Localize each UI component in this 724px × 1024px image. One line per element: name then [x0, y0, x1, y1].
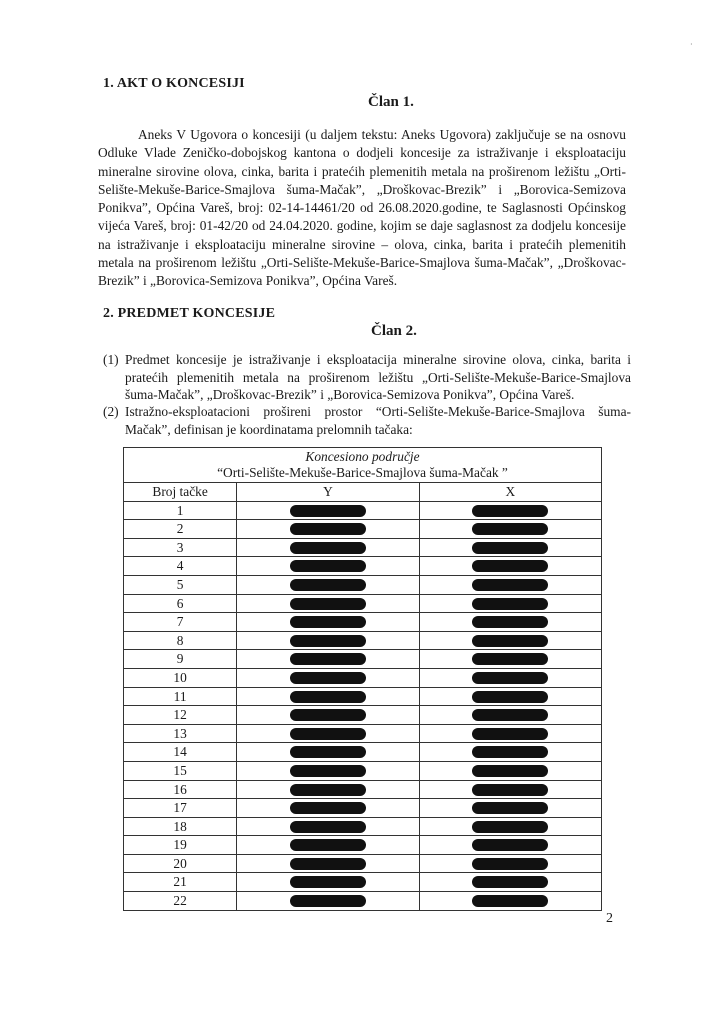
- table-row: [124, 836, 602, 855]
- table-row: [124, 780, 602, 799]
- redaction-mark: [290, 821, 366, 833]
- table-row: [124, 687, 602, 706]
- point-number: 14: [124, 743, 237, 762]
- redaction-mark: [290, 616, 366, 628]
- redaction-mark: [290, 560, 366, 572]
- point-number: 3: [124, 538, 237, 557]
- table-row: [124, 575, 602, 594]
- point-number: 21: [124, 873, 237, 892]
- x-coordinate-redacted: [419, 892, 601, 911]
- table-row: [124, 817, 602, 836]
- redaction-mark: [290, 672, 366, 684]
- table-row: [124, 650, 602, 669]
- point-number: 20: [124, 854, 237, 873]
- x-coordinate-redacted: [419, 706, 601, 725]
- redaction-mark: [472, 746, 548, 758]
- table-row: [124, 761, 602, 780]
- redaction-mark: [290, 709, 366, 721]
- article-2-title: Član 2.: [371, 323, 417, 339]
- point-number: 5: [124, 575, 237, 594]
- table-row: [124, 668, 602, 687]
- redaction-mark: [472, 802, 548, 814]
- y-coordinate-redacted: [237, 706, 419, 725]
- y-coordinate-redacted: [237, 631, 419, 650]
- redaction-mark: [472, 784, 548, 796]
- redaction-mark: [472, 672, 548, 684]
- x-coordinate-redacted: [419, 631, 601, 650]
- redaction-mark: [472, 691, 548, 703]
- y-coordinate-redacted: [237, 557, 419, 576]
- point-number: 12: [124, 706, 237, 725]
- y-coordinate-redacted: [237, 668, 419, 687]
- x-coordinate-redacted: [419, 836, 601, 855]
- redaction-mark: [290, 839, 366, 851]
- y-coordinate-redacted: [237, 836, 419, 855]
- redaction-mark: [472, 579, 548, 591]
- y-coordinate-redacted: [237, 854, 419, 873]
- x-coordinate-redacted: [419, 687, 601, 706]
- point-number: 8: [124, 631, 237, 650]
- point-number: 11: [124, 687, 237, 706]
- redaction-mark: [290, 876, 366, 888]
- point-number: 15: [124, 761, 237, 780]
- x-coordinate-redacted: [419, 780, 601, 799]
- item-number: (1): [103, 352, 119, 367]
- redaction-mark: [290, 691, 366, 703]
- y-coordinate-redacted: [237, 743, 419, 762]
- point-number: 22: [124, 892, 237, 911]
- table-row: [124, 520, 602, 539]
- section-2-heading: 2. PREDMET KONCESIJE: [103, 306, 276, 321]
- x-coordinate-redacted: [419, 557, 601, 576]
- item-text: Predmet koncesije je istraživanje i eksploatacija mineralne sirovine olova, cinka, barita i pratećih plemenitih metala na proširenom ležištu „Orti-Selište-Mekuše-Barice-Smajlova šuma-Mačak”, „Droškovac-Brezik” i „Borovica-Semizova Ponikva”, Općina Vareš.: [125, 352, 631, 402]
- y-coordinate-redacted: [237, 538, 419, 557]
- table-row: [124, 743, 602, 762]
- redaction-mark: [290, 802, 366, 814]
- redaction-mark: [472, 653, 548, 665]
- table-row: [124, 724, 602, 743]
- point-number: 19: [124, 836, 237, 855]
- section-1-paragraph: Aneks V Ugovora o koncesiji (u daljem tekstu: Aneks Ugovora) zaključuje se na osnovu Odluke Vlade Zeničko-dobojskog kantona o dodjeli koncesije za istraživanje i eksploataciju mineralne sirovine olova, cinka, barita i pratećih plemenitih metala na proširenom ležištu „Orti-Selište-Mekuše-Barice-Smajlova šuma-Mačak”, „Droškovac-Brezik” i „Borovica-Semizova Ponikva”, Općina Vareš, broj: 02-14-14461/20 od 26.08.2020.godine, te Saglasnosti Općinskog vijeća Vareš, broj: 01-42/20 od 24.04.2020. godine, kojim se daje saglasnost za dodjelu koncesije na istraživanje i eksploataciju mineralne sirovine – olova, cinka, barita i pratećih plemenitih metala na proširenom ležištu „Orti-Selište-Mekuše-Barice-Smajlova šuma-Mačak”, „Droškovac-Brezik” i „Borovica-Semizova Ponikva”, Općina Vareš.: [98, 127, 626, 289]
- redaction-mark: [472, 858, 548, 870]
- y-coordinate-redacted: [237, 761, 419, 780]
- column-header-point: Broj tačke: [124, 483, 237, 502]
- redaction-mark: [290, 635, 366, 647]
- y-coordinate-redacted: [237, 780, 419, 799]
- column-header-x: X: [419, 483, 601, 502]
- table-row: [124, 892, 602, 911]
- x-coordinate-redacted: [419, 873, 601, 892]
- x-coordinate-redacted: [419, 594, 601, 613]
- table-row: [124, 557, 602, 576]
- x-coordinate-redacted: [419, 817, 601, 836]
- y-coordinate-redacted: [237, 892, 419, 911]
- x-coordinate-redacted: [419, 613, 601, 632]
- y-coordinate-redacted: [237, 724, 419, 743]
- redaction-mark: [472, 542, 548, 554]
- list-item: [103, 403, 631, 438]
- redaction-mark: [472, 876, 548, 888]
- x-coordinate-redacted: [419, 501, 601, 520]
- coordinates-table: [123, 447, 602, 911]
- y-coordinate-redacted: [237, 799, 419, 818]
- redaction-mark: [290, 653, 366, 665]
- redaction-mark: [472, 839, 548, 851]
- point-number: 1: [124, 501, 237, 520]
- redaction-mark: [472, 523, 548, 535]
- point-number: 16: [124, 780, 237, 799]
- y-coordinate-redacted: [237, 501, 419, 520]
- x-coordinate-redacted: [419, 743, 601, 762]
- x-coordinate-redacted: [419, 724, 601, 743]
- point-number: 9: [124, 650, 237, 669]
- redaction-mark: [472, 635, 548, 647]
- x-coordinate-redacted: [419, 520, 601, 539]
- redaction-mark: [472, 765, 548, 777]
- x-coordinate-redacted: [419, 854, 601, 873]
- redaction-mark: [472, 505, 548, 517]
- redaction-mark: [290, 579, 366, 591]
- redaction-mark: [290, 542, 366, 554]
- x-coordinate-redacted: [419, 668, 601, 687]
- item-number: (2): [103, 404, 119, 419]
- redaction-mark: [290, 895, 366, 907]
- column-header-y: Y: [237, 483, 419, 502]
- table-row: [124, 631, 602, 650]
- x-coordinate-redacted: [419, 538, 601, 557]
- y-coordinate-redacted: [237, 594, 419, 613]
- point-number: 7: [124, 613, 237, 632]
- redaction-mark: [472, 616, 548, 628]
- redaction-mark: [290, 746, 366, 758]
- section-1-heading: 1. AKT O KONCESIJI: [103, 76, 245, 91]
- redaction-mark: [472, 728, 548, 740]
- table-body: [124, 501, 602, 910]
- scan-mark: ·: [690, 40, 693, 49]
- redaction-mark: [472, 560, 548, 572]
- table-caption: Koncesiono područje “Orti-Selište-Mekuše-Barice-Smajlova šuma-Mačak ”: [124, 448, 602, 483]
- redaction-mark: [290, 784, 366, 796]
- redaction-mark: [472, 895, 548, 907]
- y-coordinate-redacted: [237, 817, 419, 836]
- redaction-mark: [472, 821, 548, 833]
- redaction-mark: [290, 598, 366, 610]
- point-number: 4: [124, 557, 237, 576]
- page-number: 2: [606, 911, 613, 926]
- table-row: [124, 594, 602, 613]
- table-row: [124, 538, 602, 557]
- redaction-mark: [290, 765, 366, 777]
- list-item: [103, 351, 631, 404]
- table-row: [124, 799, 602, 818]
- x-coordinate-redacted: [419, 761, 601, 780]
- point-number: 18: [124, 817, 237, 836]
- redaction-mark: [290, 523, 366, 535]
- table-row: [124, 501, 602, 520]
- article-1-title: Član 1.: [368, 94, 414, 110]
- x-coordinate-redacted: [419, 799, 601, 818]
- table-row: [124, 873, 602, 892]
- point-number: 2: [124, 520, 237, 539]
- y-coordinate-redacted: [237, 873, 419, 892]
- redaction-mark: [472, 598, 548, 610]
- x-coordinate-redacted: [419, 650, 601, 669]
- redaction-mark: [290, 728, 366, 740]
- y-coordinate-redacted: [237, 650, 419, 669]
- y-coordinate-redacted: [237, 687, 419, 706]
- point-number: 10: [124, 668, 237, 687]
- point-number: 6: [124, 594, 237, 613]
- item-text: Istražno-eksploatacioni prošireni prostor “Orti-Selište-Mekuše-Barice-Smajlova šuma-Mačak”, definisan je koordinatama prelomnih tačaka:: [125, 404, 631, 437]
- point-number: 17: [124, 799, 237, 818]
- table-row: [124, 706, 602, 725]
- table-row: [124, 613, 602, 632]
- redaction-mark: [290, 505, 366, 517]
- x-coordinate-redacted: [419, 575, 601, 594]
- redaction-mark: [290, 858, 366, 870]
- redaction-mark: [472, 709, 548, 721]
- table-row: [124, 854, 602, 873]
- y-coordinate-redacted: [237, 520, 419, 539]
- y-coordinate-redacted: [237, 575, 419, 594]
- y-coordinate-redacted: [237, 613, 419, 632]
- point-number: 13: [124, 724, 237, 743]
